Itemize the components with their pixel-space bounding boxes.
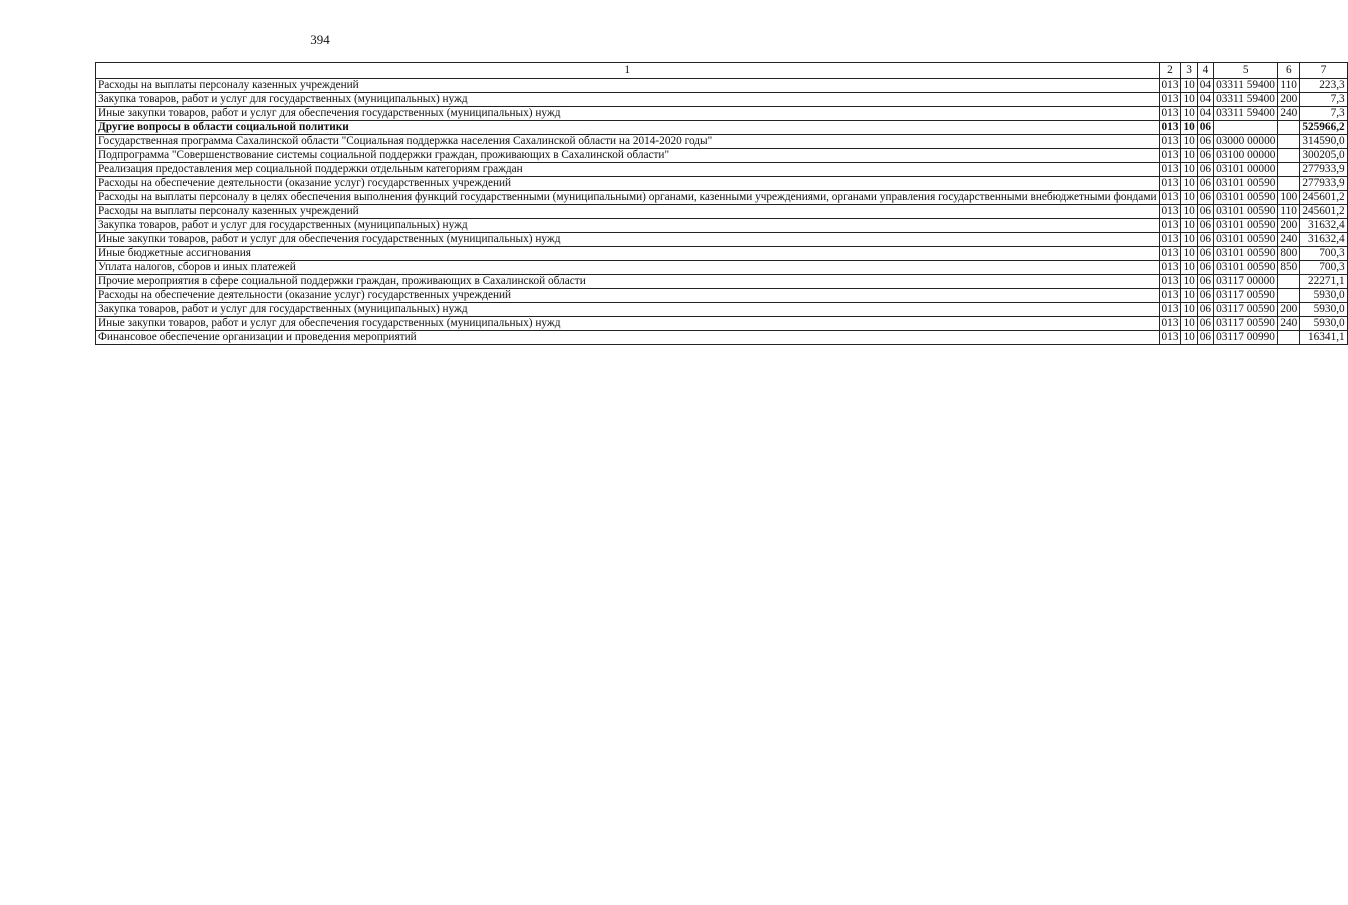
row-subsection-cell: 06: [1197, 331, 1213, 345]
row-amount-cell: 245601,2: [1300, 205, 1347, 219]
row-expense-type-cell: 240: [1278, 317, 1300, 331]
row-name-cell: Финансовое обеспечение организации и проведения мероприятий: [96, 331, 1160, 345]
row-name-cell: Иные закупки товаров, работ и услуг для обеспечения государственных (муниципальных) нужд: [96, 233, 1160, 247]
row-subsection-cell: 06: [1197, 289, 1213, 303]
row-code-cell: 013: [1159, 275, 1181, 289]
row-section-cell: 10: [1181, 79, 1197, 93]
row-section-cell: 10: [1181, 317, 1197, 331]
row-amount-cell: 31632,4: [1300, 219, 1347, 233]
row-section-cell: 10: [1181, 93, 1197, 107]
row-name-cell: Реализация предоставления мер социальной поддержки отдельным категориям граждан: [96, 163, 1160, 177]
row-target-cell: 03311 59400: [1214, 79, 1278, 93]
row-amount-cell: 5930,0: [1300, 289, 1347, 303]
table-row: [96, 261, 1348, 275]
row-amount-cell: 5930,0: [1300, 317, 1347, 331]
row-subsection-cell: 06: [1197, 219, 1213, 233]
table-row: [96, 205, 1348, 219]
table-row: [96, 289, 1348, 303]
row-expense-type-cell: [1278, 121, 1300, 135]
table-row: [96, 331, 1348, 345]
row-target-cell: 03000 00000: [1214, 135, 1278, 149]
row-expense-type-cell: 200: [1278, 303, 1300, 317]
row-expense-type-cell: [1278, 149, 1300, 163]
row-section-cell: 10: [1181, 219, 1197, 233]
table-row: [96, 317, 1348, 331]
header-cell: 6: [1278, 63, 1300, 79]
row-amount-cell: 277933,9: [1300, 177, 1347, 191]
row-code-cell: 013: [1159, 79, 1181, 93]
row-section-cell: 10: [1181, 191, 1197, 205]
row-name-cell: Расходы на обеспечение деятельности (оказание услуг) государственных учреждений: [96, 289, 1160, 303]
row-target-cell: 03101 00590: [1214, 219, 1278, 233]
row-target-cell: 03117 00590: [1214, 289, 1278, 303]
row-code-cell: 013: [1159, 191, 1181, 205]
row-code-cell: 013: [1159, 177, 1181, 191]
row-name-cell: Закупка товаров, работ и услуг для государственных (муниципальных) нужд: [96, 93, 1160, 107]
table-row: [96, 233, 1348, 247]
row-expense-type-cell: [1278, 163, 1300, 177]
row-section-cell: 10: [1181, 275, 1197, 289]
table-row: [96, 107, 1348, 121]
row-section-cell: 10: [1181, 177, 1197, 191]
row-name-cell: Расходы на выплаты персоналу казенных учреждений: [96, 205, 1160, 219]
row-target-cell: 03117 00590: [1214, 303, 1278, 317]
row-target-cell: 03311 59400: [1214, 107, 1278, 121]
row-code-cell: 013: [1159, 135, 1181, 149]
row-subsection-cell: 04: [1197, 93, 1213, 107]
row-code-cell: 013: [1159, 261, 1181, 275]
row-name-cell: Закупка товаров, работ и услуг для государственных (муниципальных) нужд: [96, 303, 1160, 317]
row-code-cell: 013: [1159, 303, 1181, 317]
row-amount-cell: 7,3: [1300, 93, 1347, 107]
row-amount-cell: 7,3: [1300, 107, 1347, 121]
row-amount-cell: 31632,4: [1300, 233, 1347, 247]
table-row: [96, 121, 1348, 135]
row-amount-cell: 277933,9: [1300, 163, 1347, 177]
row-target-cell: 03311 59400: [1214, 93, 1278, 107]
row-subsection-cell: 06: [1197, 121, 1213, 135]
row-code-cell: 013: [1159, 289, 1181, 303]
row-subsection-cell: 06: [1197, 261, 1213, 275]
header-row: [96, 63, 1348, 79]
row-name-cell: Закупка товаров, работ и услуг для государственных (муниципальных) нужд: [96, 219, 1160, 233]
row-amount-cell: 314590,0: [1300, 135, 1347, 149]
header-cell: 7: [1300, 63, 1347, 79]
row-expense-type-cell: 110: [1278, 205, 1300, 219]
row-section-cell: 10: [1181, 163, 1197, 177]
page-number: 394: [310, 32, 330, 47]
row-expense-type-cell: 100: [1278, 191, 1300, 205]
row-expense-type-cell: 110: [1278, 79, 1300, 93]
header-cell: 5: [1214, 63, 1278, 79]
row-code-cell: 013: [1159, 121, 1181, 135]
row-amount-cell: 22271,1: [1300, 275, 1347, 289]
row-target-cell: 03101 00590: [1214, 191, 1278, 205]
row-expense-type-cell: [1278, 275, 1300, 289]
row-amount-cell: 5930,0: [1300, 303, 1347, 317]
row-target-cell: 03101 00590: [1214, 261, 1278, 275]
row-section-cell: 10: [1181, 331, 1197, 345]
table-row: [96, 191, 1348, 205]
row-subsection-cell: 04: [1197, 107, 1213, 121]
row-amount-cell: 700,3: [1300, 247, 1347, 261]
row-expense-type-cell: 850: [1278, 261, 1300, 275]
row-subsection-cell: 06: [1197, 177, 1213, 191]
row-expense-type-cell: 800: [1278, 247, 1300, 261]
row-code-cell: 013: [1159, 247, 1181, 261]
row-subsection-cell: 06: [1197, 205, 1213, 219]
header-cell: 4: [1197, 63, 1213, 79]
row-target-cell: 03101 00590: [1214, 247, 1278, 261]
row-subsection-cell: 06: [1197, 135, 1213, 149]
row-code-cell: 013: [1159, 163, 1181, 177]
row-section-cell: 10: [1181, 107, 1197, 121]
table-row: [96, 93, 1348, 107]
table-row: [96, 275, 1348, 289]
row-name-cell: Подпрограмма "Совершенствование системы социальной поддержки граждан, проживающих в Сахалинской области": [96, 149, 1160, 163]
row-name-cell: Иные бюджетные ассигнования: [96, 247, 1160, 261]
header-cell: 2: [1159, 63, 1181, 79]
row-subsection-cell: 04: [1197, 79, 1213, 93]
row-expense-type-cell: [1278, 331, 1300, 345]
row-name-cell: Расходы на выплаты персоналу в целях обеспечения выполнения функций государственными (муниципальными) органами, казенными учреждениями, органами управления государственными внебюджетными фондами: [96, 191, 1160, 205]
row-subsection-cell: 06: [1197, 317, 1213, 331]
table-row: [96, 303, 1348, 317]
row-section-cell: 10: [1181, 289, 1197, 303]
row-section-cell: 10: [1181, 135, 1197, 149]
row-subsection-cell: 06: [1197, 191, 1213, 205]
row-name-cell: Иные закупки товаров, работ и услуг для обеспечения государственных (муниципальных) нужд: [96, 317, 1160, 331]
row-section-cell: 10: [1181, 261, 1197, 275]
row-target-cell: 03101 00000: [1214, 163, 1278, 177]
row-amount-cell: 525966,2: [1300, 121, 1347, 135]
row-target-cell: 03101 00590: [1214, 233, 1278, 247]
table-row: [96, 149, 1348, 163]
row-section-cell: 10: [1181, 121, 1197, 135]
row-code-cell: 013: [1159, 331, 1181, 345]
row-name-cell: Прочие мероприятия в сфере социальной поддержки граждан, проживающих в Сахалинской области: [96, 275, 1160, 289]
row-target-cell: 03101 00590: [1214, 205, 1278, 219]
row-code-cell: 013: [1159, 93, 1181, 107]
row-expense-type-cell: 200: [1278, 93, 1300, 107]
row-code-cell: 013: [1159, 107, 1181, 121]
row-subsection-cell: 06: [1197, 233, 1213, 247]
row-expense-type-cell: 240: [1278, 107, 1300, 121]
row-subsection-cell: 06: [1197, 275, 1213, 289]
row-name-cell: Уплата налогов, сборов и иных платежей: [96, 261, 1160, 275]
row-section-cell: 10: [1181, 149, 1197, 163]
row-name-cell: Расходы на выплаты персоналу казенных учреждений: [96, 79, 1160, 93]
row-expense-type-cell: [1278, 289, 1300, 303]
row-code-cell: 013: [1159, 149, 1181, 163]
row-target-cell: 03100 00000: [1214, 149, 1278, 163]
row-amount-cell: 223,3: [1300, 79, 1347, 93]
row-section-cell: 10: [1181, 233, 1197, 247]
header-cell: 1: [96, 63, 1160, 79]
row-name-cell: Государственная программа Сахалинской области "Социальная поддержка населения Сахалинской области на 2014-2020 годы": [96, 135, 1160, 149]
row-amount-cell: 300205,0: [1300, 149, 1347, 163]
row-target-cell: [1214, 121, 1278, 135]
row-code-cell: 013: [1159, 233, 1181, 247]
row-target-cell: 03117 00990: [1214, 331, 1278, 345]
row-expense-type-cell: 240: [1278, 233, 1300, 247]
row-code-cell: 013: [1159, 219, 1181, 233]
row-name-cell: Другие вопросы в области социальной политики: [96, 121, 1160, 135]
row-target-cell: 03117 00590: [1214, 317, 1278, 331]
row-subsection-cell: 06: [1197, 163, 1213, 177]
row-code-cell: 013: [1159, 205, 1181, 219]
row-expense-type-cell: [1278, 135, 1300, 149]
table-row: [96, 177, 1348, 191]
row-subsection-cell: 06: [1197, 247, 1213, 261]
table-row: [96, 135, 1348, 149]
header-cell: 3: [1181, 63, 1197, 79]
row-name-cell: Иные закупки товаров, работ и услуг для обеспечения государственных (муниципальных) нужд: [96, 107, 1160, 121]
row-amount-cell: 245601,2: [1300, 191, 1347, 205]
row-target-cell: 03117 00000: [1214, 275, 1278, 289]
table-row: [96, 247, 1348, 261]
table-row: [96, 163, 1348, 177]
table-row: [96, 79, 1348, 93]
row-expense-type-cell: [1278, 177, 1300, 191]
table-row: [96, 219, 1348, 233]
row-section-cell: 10: [1181, 247, 1197, 261]
row-section-cell: 10: [1181, 303, 1197, 317]
row-code-cell: 013: [1159, 317, 1181, 331]
row-amount-cell: 700,3: [1300, 261, 1347, 275]
row-amount-cell: 16341,1: [1300, 331, 1347, 345]
row-name-cell: Расходы на обеспечение деятельности (оказание услуг) государственных учреждений: [96, 177, 1160, 191]
row-section-cell: 10: [1181, 205, 1197, 219]
row-subsection-cell: 06: [1197, 303, 1213, 317]
row-expense-type-cell: 200: [1278, 219, 1300, 233]
budget-table: [95, 62, 1348, 345]
row-target-cell: 03101 00590: [1214, 177, 1278, 191]
row-subsection-cell: 06: [1197, 149, 1213, 163]
